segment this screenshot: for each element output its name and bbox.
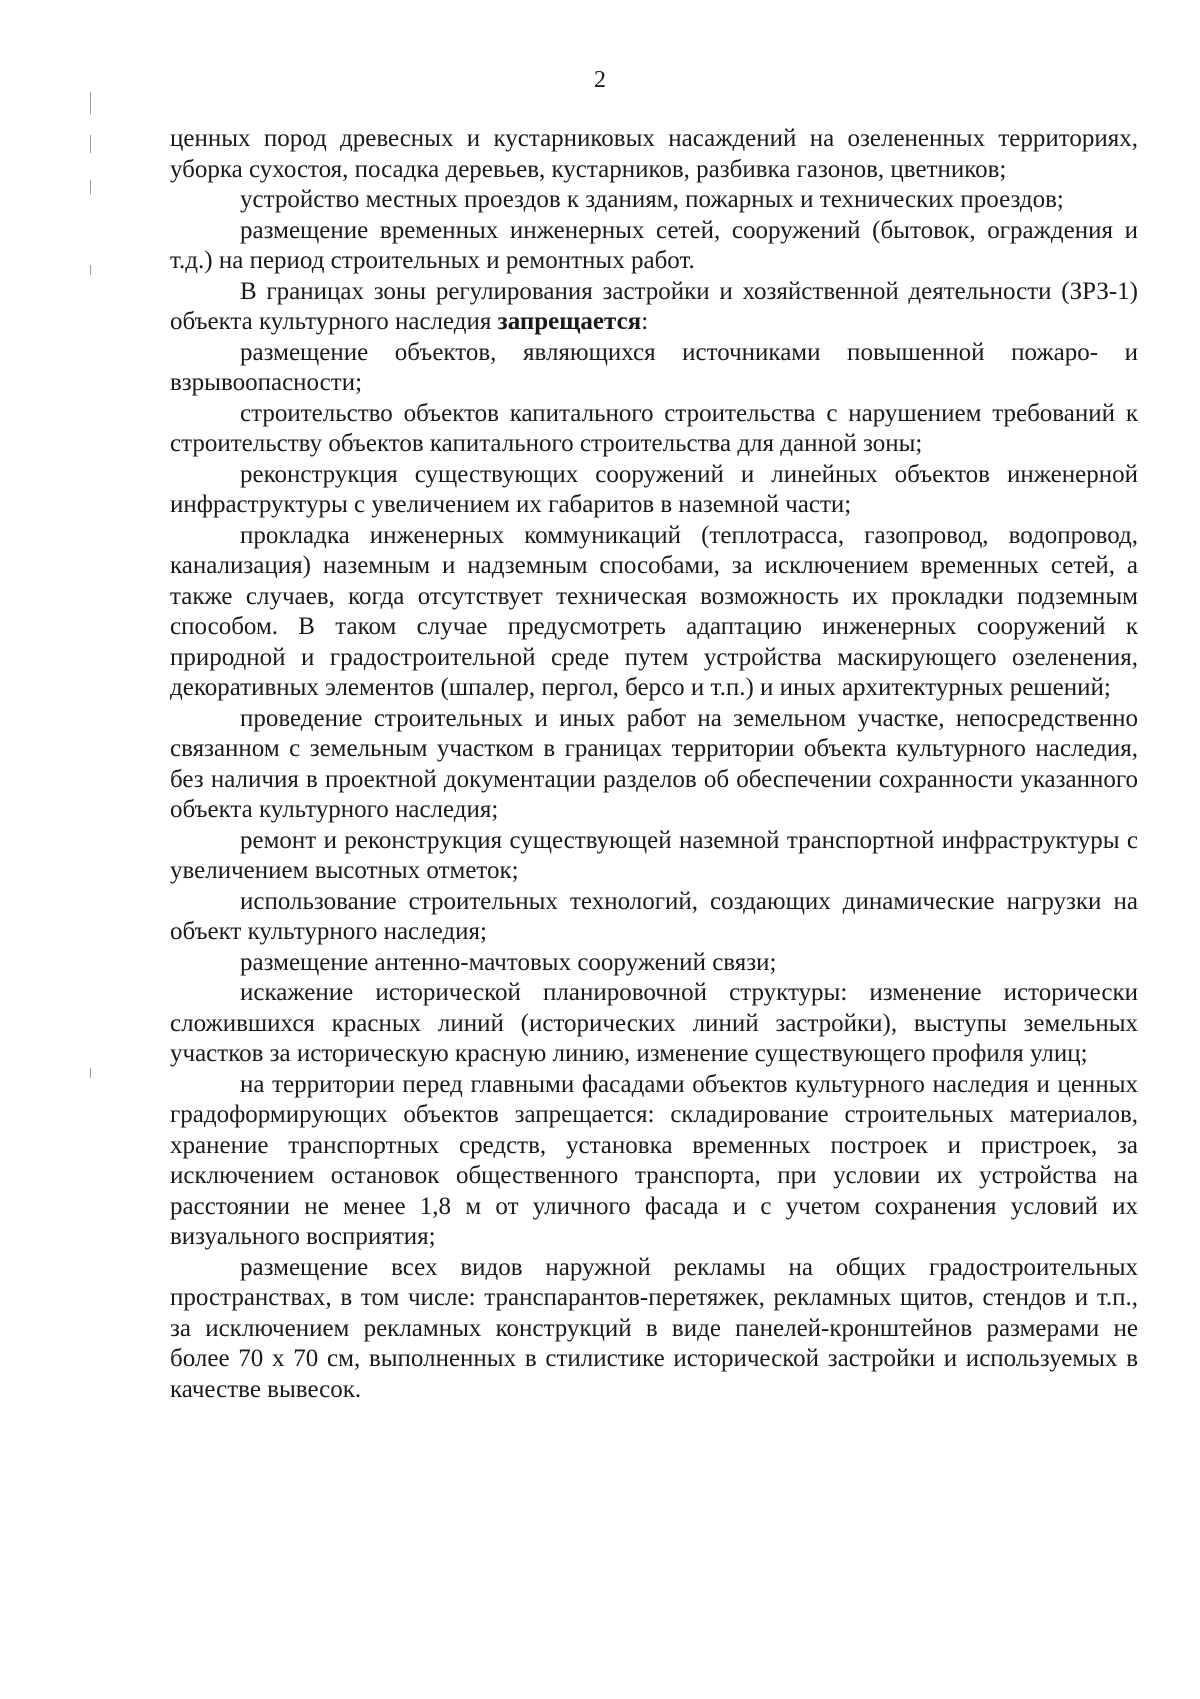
paragraph-text: строительство объектов капитального строительства с нарушением требований к строительству объектов капитального строительства для данной зоны;	[170, 399, 1138, 457]
scan-artifact-line	[90, 135, 91, 153]
paragraph	[170, 1253, 1138, 1406]
paragraph	[170, 887, 1138, 948]
bold-keyword: запрещается	[497, 308, 642, 335]
page-number: 2	[594, 67, 606, 93]
paragraph-text: В границах зоны регулирования застройки и хозяйственной деятельности (ЗРЗ-1) объекта культурного наследия	[170, 277, 1138, 335]
paragraph	[170, 124, 1138, 185]
scan-artifact-line	[90, 92, 91, 114]
paragraph	[170, 460, 1138, 521]
paragraph	[170, 826, 1138, 887]
paragraph-text: размещение антенно-мачтовых сооружений связи;	[240, 948, 777, 976]
paragraph-text: устройство местных проездов к зданиям, пожарных и технических проездов;	[240, 186, 1064, 213]
paragraph-text: размещение всех видов наружной рекламы на общих градостроительных пространствах, в том числе: транспарантов-перетяжек, рекламных щитов, стендов и т.п., за исключением рекламных конструкций в виде панелей-кронштейнов размерами не более 70 х 70 см, выполненных в стилистике исторической застройки и используемых в качестве вывесок.	[170, 1253, 1138, 1403]
paragraph	[170, 1070, 1138, 1253]
scan-artifact-line	[90, 180, 91, 194]
paragraph-text: искажение исторической планировочной структуры: изменение исторически сложившихся красных линий (исторических линий застройки), выступы земельных участков за историческую красную линию, изменение существующего профиля улиц;	[170, 979, 1138, 1067]
paragraph-text: прокладка инженерных коммуникаций (теплотрасса, газопровод, водопровод, канализация) наземным и надземным способами, за исключением временных сетей, а также случаев, когда отсутствует техническая возможность их прокладки подземным способом. В таком случае предусмотреть адаптацию инженерных сооружений к природной и градостроительной среде путем устройства маскирующего озеленения, декоративных элементов (шпалер, пергол, берсо и т.п.) и иных архитектурных решений;	[170, 521, 1138, 701]
paragraph-text: проведение строительных и иных работ на земельном участке, непосредственно связанном с земельным участком в границах территории объекта культурного наследия, без наличия в проектной документации разделов об обеспечении сохранности указанного объекта культурного наследия;	[170, 704, 1138, 823]
paragraph	[170, 521, 1138, 704]
paragraph	[170, 978, 1138, 1070]
paragraph	[170, 185, 1138, 216]
paragraph	[170, 399, 1138, 460]
paragraph	[170, 948, 1138, 979]
paragraph-text: на территории перед главными фасадами объектов культурного наследия и ценных градоформирующих объектов запрещается: складирование строительных материалов, хранение транспортных средств, установка временных построек и пристроек, за исключением остановок общественного транспорта, при условии их устройства на расстоянии не менее 1,8 м от уличного фасада и с учетом сохранения условий их визуального восприятия;	[170, 1070, 1138, 1250]
paragraph-text: использование строительных технологий, создающих динамические нагрузки на объект культурного наследия;	[170, 887, 1138, 945]
paragraph	[170, 338, 1138, 399]
paragraph	[170, 704, 1138, 826]
paragraph-text: реконструкция существующих сооружений и линейных объектов инженерной инфраструктуры с увеличением их габаритов в наземной части;	[170, 460, 1138, 518]
paragraph-text: размещение объектов, являющихся источниками повышенной пожаро- и взрывоопасности;	[170, 338, 1138, 396]
paragraph-text: размещение временных инженерных сетей, сооружений (бытовок, ограждения и т.д.) на период строительных и ремонтных работ.	[170, 216, 1138, 274]
paragraph	[170, 216, 1138, 277]
paragraph-text-suffix: :	[641, 308, 649, 335]
scan-artifact-line	[90, 265, 91, 275]
paragraph-text: ремонт и реконструкция существующей наземной транспортной инфраструктуры с увеличением высотных отметок;	[170, 826, 1138, 884]
paragraph-text: ценных пород древесных и кустарниковых насаждений на озелененных территориях, уборка сухостоя, посадка деревьев, кустарников, разбивка газонов, цветников;	[170, 125, 1138, 183]
paragraph	[170, 277, 1138, 338]
scan-artifact-line	[90, 1068, 91, 1078]
document-body	[170, 124, 1138, 1405]
